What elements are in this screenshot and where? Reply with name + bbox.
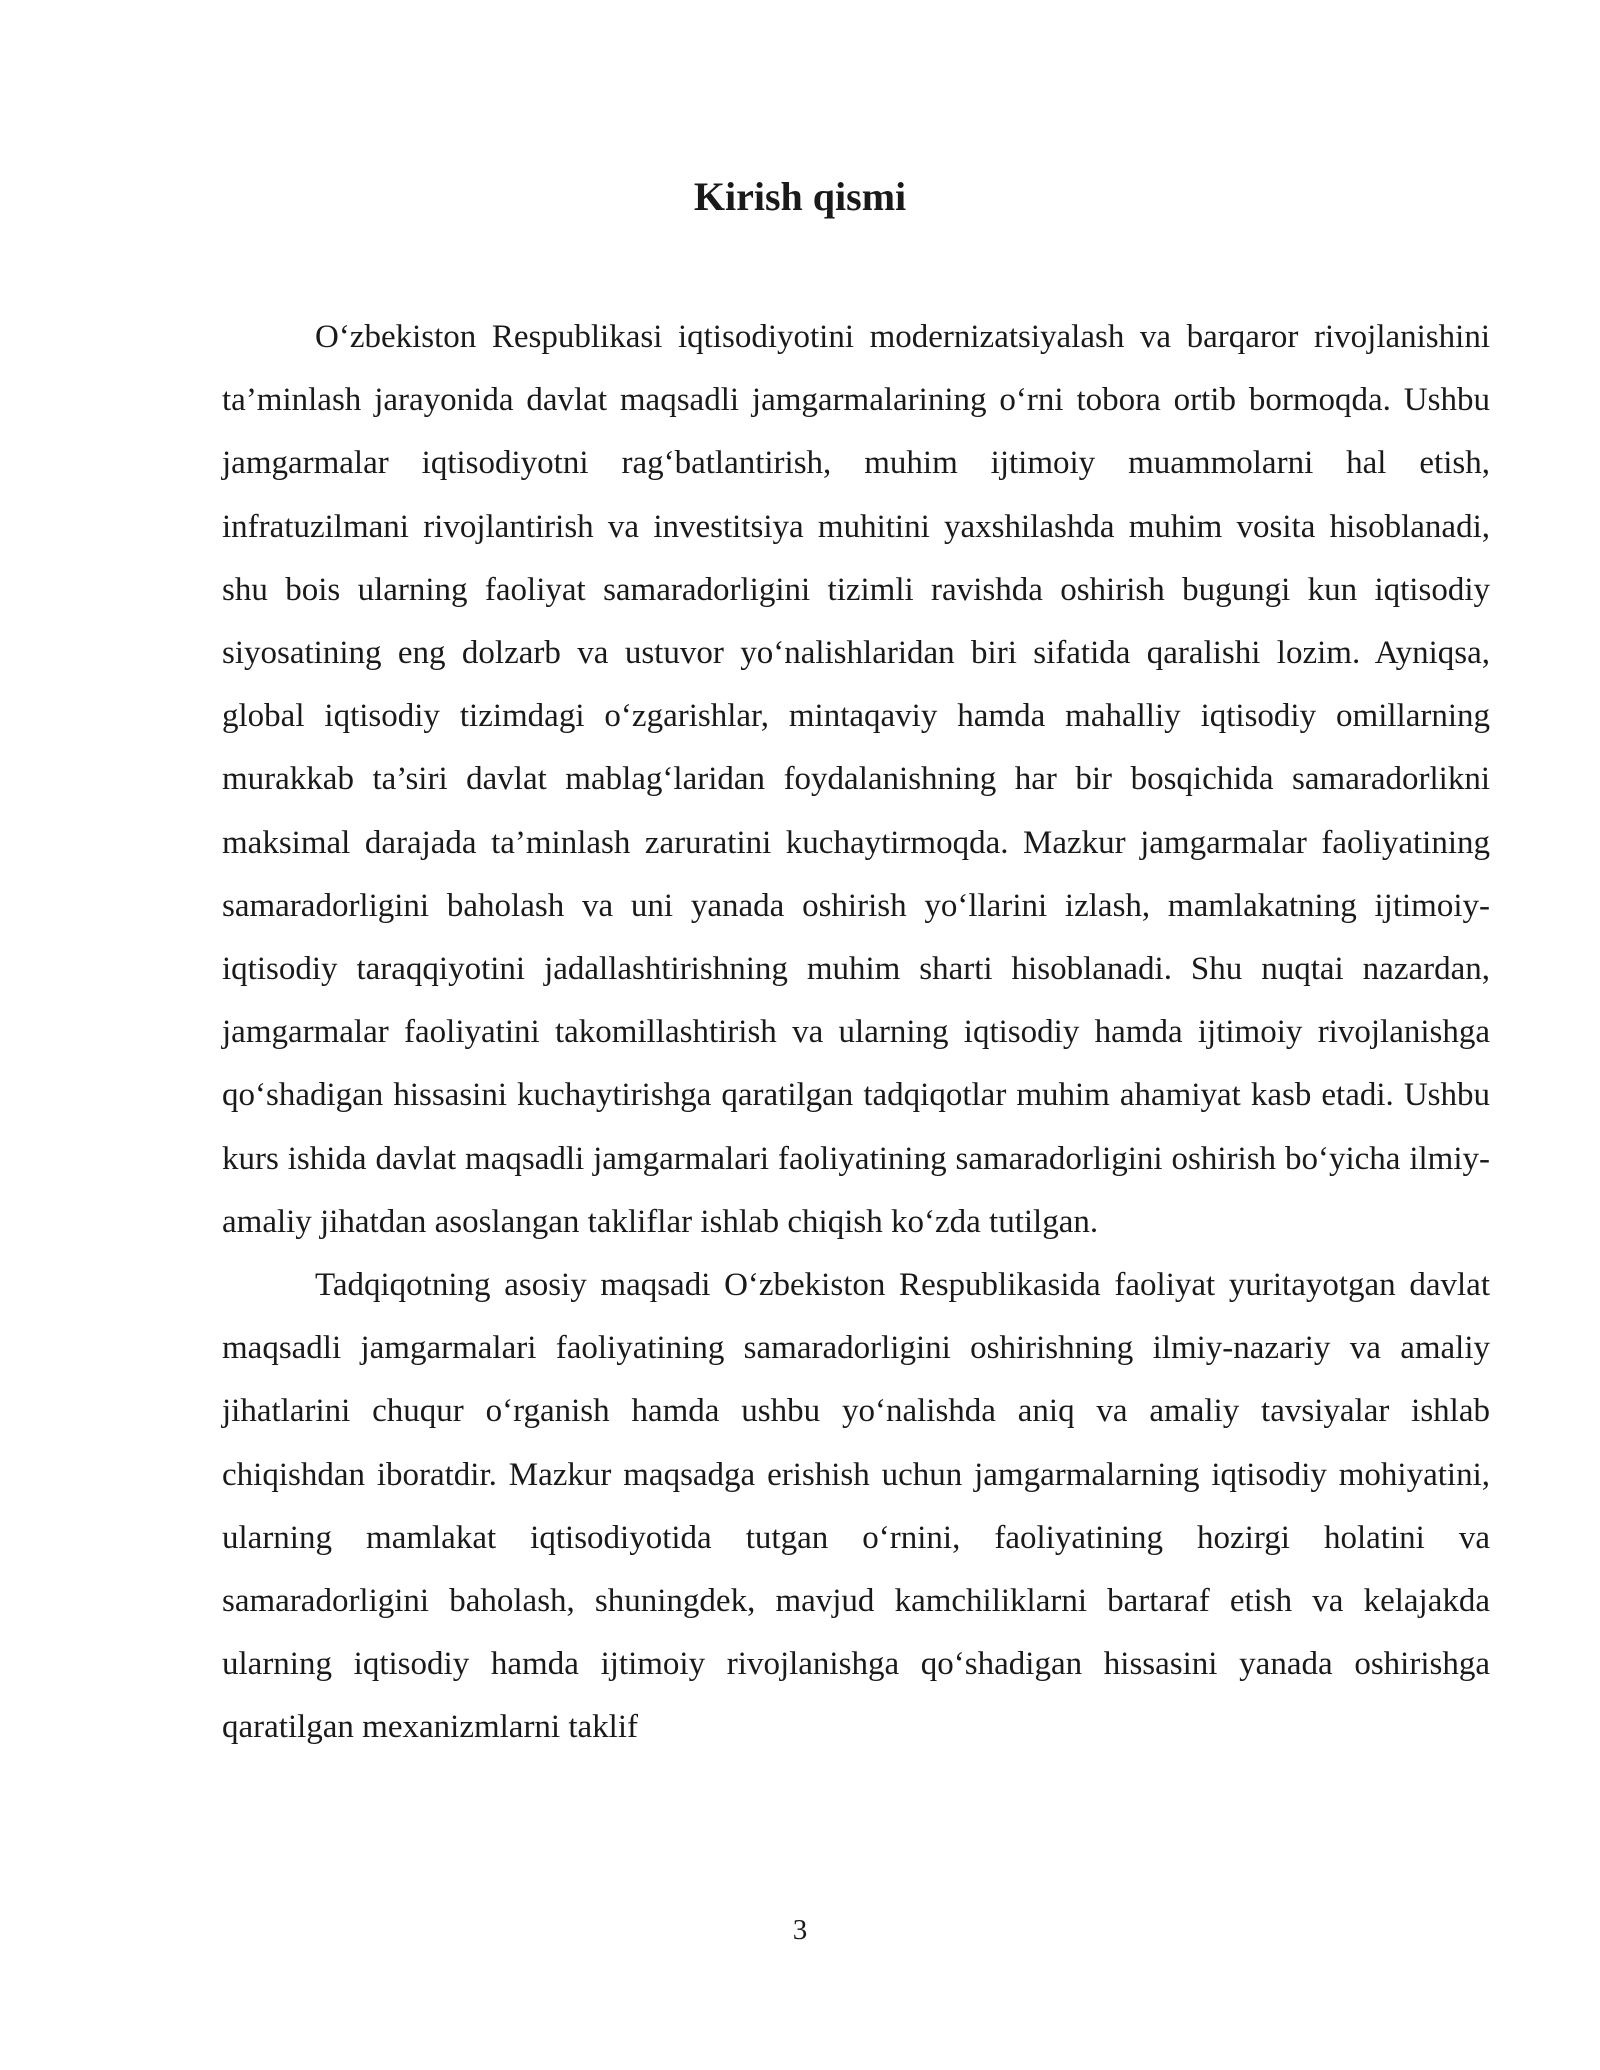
page-number: 3 [792,1914,808,1946]
body-text [222,306,1490,1760]
paragraph-2: Tadqiqotning asosiy maqsadi O‘zbekiston Respublikasida faoliyat yuritayotgan davlat maqsadli jamgarmalari faoliyatining samaradorligini oshirishning ilmiy-nazariy va amaliy jihatlarini chuqur o‘rganish hamda ushbu yo‘nalishda aniq va amaliy tavsiyalar ishlab chiqishdan iboratdir. Mazkur maqsadga erishish uchun jamgarmalarning iqtisodiy mohiyatini, ularning mamlakat iqtisodiyotida tutgan o‘rnini, faoliyatining hozirgi holatini va samaradorligini baholash, shuningdek, mavjud kamchiliklarni bartaraf etish va kelajakda ularning iqtisodiy hamda ijtimoiy rivojlanishga qo‘shadigan hissasini yanada oshirishga qaratilgan mexanizmlarni taklif [222,1267,1490,1746]
page-title: Kirish qismi [693,173,907,219]
paragraph-1: O‘zbekiston Respublikasi iqtisodiyotini modernizatsiyalash va barqaror rivojlanishini ta’minlash jarayonida davlat maqsadli jamgarmalarining o‘rni tobora ortib bormoqda. Ushbu jamgarmalar iqtisodiyotni rag‘batlantirish, muhim ijtimoiy muammolarni hal etish, infratuzilmani rivojlantirish va investitsiya muhitini yaxshilashda muhim vosita hisoblanadi, shu bois ularning faoliyat samaradorligini tizimli ravishda oshirish bugungi kun iqtisodiy siyosatining eng dolzarb va ustuvor yo‘nalishlaridan biri sifatida qaralishi lozim. Ayniqsa, global iqtisodiy tizimdagi o‘zgarishlar, mintaqaviy hamda mahalliy iqtisodiy omillarning murakkab ta’siri davlat mablag‘laridan foydalanishning har bir bosqichida samaradorlikni maksimal darajada ta’minlash zaruratini kuchaytirmoqda. Mazkur jamgarmalar faoliyatining samaradorligini baholash va uni yanada oshirish yo‘llarini izlash, mamlakatning ijtimoiy-iqtisodiy taraqqiyotini jadallashtirishning muhim sharti hisoblanadi. Shu nuqtai nazardan, jamgarmalar faoliyatini takomillashtirish va ularning iqtisodiy hamda ijtimoiy rivojlanishga qo‘shadigan hissasini kuchaytirishga qaratilgan tadqiqotlar muhim ahamiyat kasb etadi. Ushbu kurs ishida davlat maqsadli jamgarmalari faoliyatining samaradorligini oshirish bo‘yicha ilmiy-amaliy jihatdan asoslangan takliflar ishlab chiqish ko‘zda tutilgan. [222,319,1490,1240]
